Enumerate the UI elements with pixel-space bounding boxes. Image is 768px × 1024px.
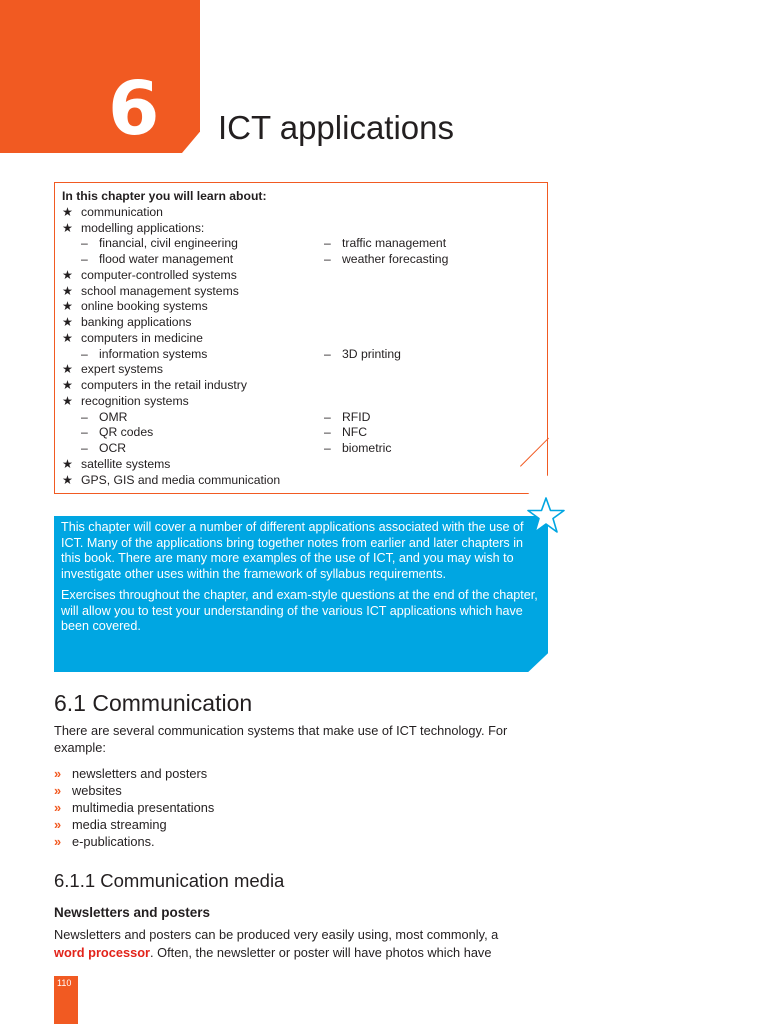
objective-text: school management systems [81, 283, 239, 298]
bullet-list [54, 765, 214, 850]
objective-text: modelling applications: [81, 220, 205, 235]
objective-item [62, 315, 532, 331]
list-item: » newsletters and posters [54, 766, 208, 781]
objective-text: recognition systems [81, 393, 189, 408]
objective-item [62, 331, 532, 347]
objective-subitem [62, 410, 532, 426]
list-item: » e-publications. [54, 834, 155, 849]
objective-subitem [62, 252, 532, 268]
objective-subtext: NFC [342, 425, 368, 440]
objective-item [62, 205, 532, 221]
objective-item [62, 221, 532, 237]
dash-icon: – [81, 236, 88, 251]
keyword-word-processor: word processor [54, 944, 151, 960]
objective-text: computers in medicine [81, 330, 203, 345]
objective-subtext: RFID [342, 409, 371, 424]
chapter-tab [0, 0, 200, 153]
chapter-title: ICT applications [218, 109, 455, 146]
chapter-number: 6 [108, 66, 160, 152]
star-bullet-icon: ★ [62, 330, 73, 345]
star-bullet-icon: ★ [62, 315, 73, 329]
objective-text: expert systems [81, 362, 163, 377]
objective-text: computer-controlled systems [81, 267, 237, 282]
objective-subtext: weather forecasting [342, 252, 449, 266]
dash-icon: – [324, 425, 331, 440]
objective-text: communication [81, 204, 163, 219]
objective-subtext: OCR [99, 441, 127, 455]
objective-subtext: QR codes [99, 425, 154, 440]
objectives-list [62, 189, 532, 488]
objective-text: banking applications [81, 315, 192, 329]
star-bullet-icon: ★ [62, 362, 73, 377]
objective-item [62, 299, 532, 315]
objective-subtext: biometric [342, 441, 392, 455]
intro-paragraph: This chapter will cover a number of different applications associated with the use of ICT. Many of the applications bring together notes from earlier and later chapters in this book. There are many more examples of the use of ICT, and you may wish to investigate other uses within the framework of syllabus requirements. [61, 520, 524, 581]
objective-subtext: financial, civil engineering [99, 236, 238, 251]
dash-icon: – [81, 252, 88, 266]
objective-item [62, 268, 532, 284]
chevron-right-icon: » [54, 834, 62, 849]
dash-icon: – [324, 252, 331, 266]
objective-subtext: traffic management [342, 236, 447, 251]
objective-text: online booking systems [81, 299, 208, 314]
star-bullet-icon: ★ [62, 267, 73, 282]
objectives-heading: In this chapter you will learn about: [62, 189, 267, 203]
list-item: » multimedia presentations [54, 800, 215, 815]
section-intro: There are several communication systems that make use of ICT technology. For example: [54, 723, 508, 755]
star-bullet-icon: ★ [62, 299, 73, 314]
objective-item [62, 473, 532, 489]
objective-subtext: flood water management [99, 252, 234, 266]
intro-paragraph: Exercises throughout the chapter, and exam-style questions at the end of the chapter, will allow you to test your understanding of the various ICT applications which have been covered. [61, 588, 538, 633]
dash-icon: – [324, 236, 331, 251]
intro-text [61, 520, 541, 641]
objective-item [62, 457, 532, 473]
objective-subtext: information systems [99, 346, 208, 361]
dash-icon: – [324, 409, 331, 424]
objective-text: satellite systems [81, 456, 171, 471]
dash-icon: – [81, 441, 88, 455]
objective-text: computers in the retail industry [81, 378, 247, 392]
section-title: 6.1 Communication [54, 690, 253, 716]
objective-item [62, 284, 532, 300]
star-bullet-icon: ★ [62, 393, 73, 408]
body-paragraph: Newsletters and posters can be produced very easily using, most commonly, a word processor. Often, the newsletter or poster will have photos which have [54, 927, 499, 960]
objective-item [62, 378, 532, 394]
objective-subitem [62, 236, 532, 252]
objective-subitem [62, 425, 532, 441]
page-number: 110 [57, 978, 72, 988]
objective-item [62, 362, 532, 378]
objective-item [62, 394, 532, 410]
dash-icon: – [81, 346, 88, 361]
objective-subitem [62, 441, 532, 457]
chevron-right-icon: » [54, 800, 62, 815]
objective-text: GPS, GIS and media communication [81, 472, 281, 487]
dash-icon: – [81, 425, 88, 440]
subheading: Newsletters and posters [54, 905, 211, 920]
star-bullet-icon: ★ [62, 472, 73, 487]
objective-subitem [62, 347, 532, 363]
chevron-right-icon: » [54, 783, 62, 798]
subsection-title: 6.1.1 Communication media [54, 870, 285, 891]
list-item: » media streaming [54, 817, 167, 832]
objective-subtext: OMR [99, 409, 128, 424]
star-bullet-icon: ★ [62, 220, 73, 235]
star-bullet-icon: ★ [62, 204, 73, 219]
dash-icon: – [81, 409, 88, 424]
chevron-right-icon: » [54, 766, 62, 781]
dash-icon: – [324, 346, 331, 361]
star-bullet-icon: ★ [62, 456, 73, 471]
dash-icon: – [324, 441, 331, 455]
objective-subtext: 3D printing [342, 346, 401, 361]
chevron-right-icon: » [54, 817, 62, 832]
star-bullet-icon: ★ [62, 283, 73, 298]
star-bullet-icon: ★ [62, 378, 73, 392]
list-item: » websites [54, 783, 122, 798]
